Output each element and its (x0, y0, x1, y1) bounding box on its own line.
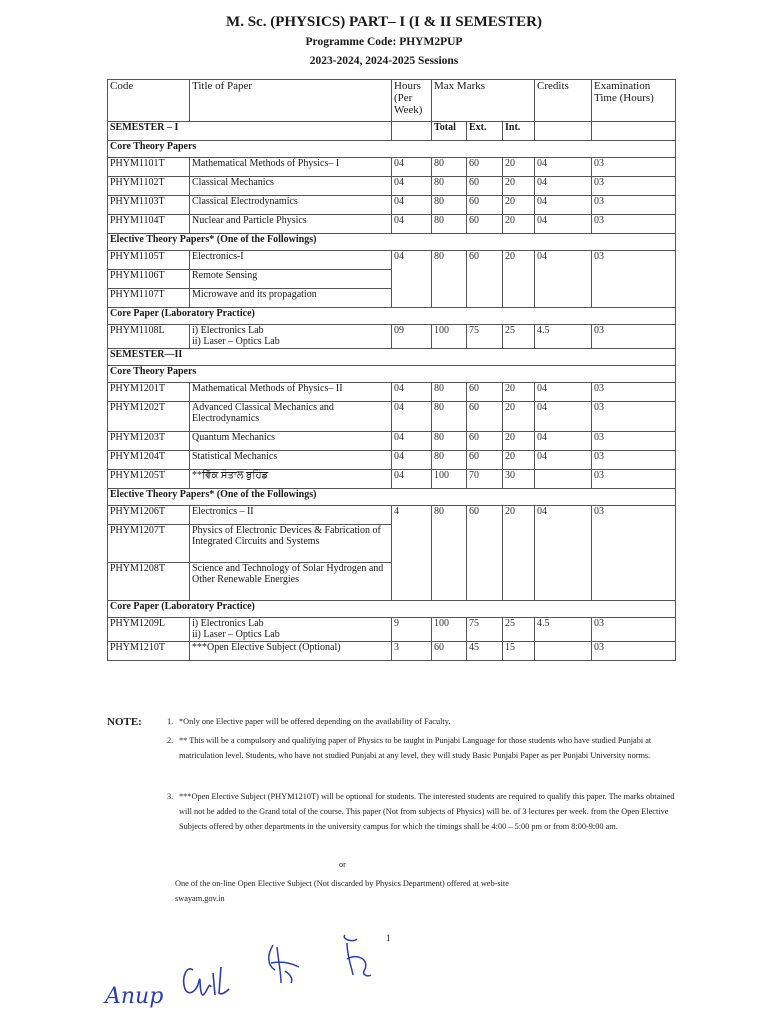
paper-code: PHYM1105T (108, 251, 190, 270)
paper-code: PHYM1106T (108, 270, 190, 289)
table-row (108, 470, 676, 489)
ext: 60 (467, 215, 503, 234)
total: 100 (432, 325, 467, 349)
total: 100 (432, 470, 467, 489)
semester-1-label: SEMESTER – I (108, 122, 392, 141)
exam-time: 03 (592, 432, 676, 451)
exam-time: 03 (592, 251, 676, 308)
credits: 04 (535, 196, 592, 215)
signature-2 (184, 967, 229, 995)
ext: 60 (467, 158, 503, 177)
table-row (108, 506, 676, 525)
paper-title: Mathematical Methods of Physics– II (190, 383, 392, 402)
table-row (108, 402, 676, 432)
col-header-hours: Hours (Per Week) (392, 80, 432, 122)
hours: 3 (392, 642, 432, 661)
paper-code: PHYM1107T (108, 289, 190, 308)
paper-code: PHYM1208T (108, 563, 190, 601)
paper-title: Classical Electrodynamics (190, 196, 392, 215)
page-number: 1 (386, 933, 391, 943)
paper-title: Physics of Electronic Devices & Fabrication of Integrated Circuits and Systems (190, 525, 392, 563)
section-heading: Core Theory Papers (108, 141, 676, 158)
int: 20 (503, 432, 535, 451)
exam-time: 03 (592, 383, 676, 402)
cell-blank (392, 122, 432, 141)
notes-label: NOTE: (107, 716, 142, 728)
exam-time: 03 (592, 402, 676, 432)
paper-code: PHYM1207T (108, 525, 190, 563)
table-row (108, 618, 676, 642)
int: 25 (503, 325, 535, 349)
int: 25 (503, 618, 535, 642)
ext: 45 (467, 642, 503, 661)
exam-time: 03 (592, 506, 676, 601)
table-row (108, 215, 676, 234)
ext: 60 (467, 432, 503, 451)
credits (535, 642, 592, 661)
semester-2-label: SEMESTER—II (108, 349, 676, 366)
hours: 04 (392, 215, 432, 234)
paper-title: Quantum Mechanics (190, 432, 392, 451)
exam-time: 03 (592, 158, 676, 177)
table-row (108, 158, 676, 177)
hours: 4 (392, 506, 432, 601)
ext: 60 (467, 383, 503, 402)
total: 80 (432, 506, 467, 601)
paper-code: PHYM1202T (108, 402, 190, 432)
syllabus-table (107, 79, 676, 661)
table-row (108, 325, 676, 349)
hours: 04 (392, 432, 432, 451)
table-row (108, 432, 676, 451)
page-title: M. Sc. (PHYSICS) PART– I (I & II SEMESTER) (226, 14, 542, 30)
ext: 60 (467, 251, 503, 308)
total: 100 (432, 618, 467, 642)
ext: 60 (467, 506, 503, 601)
total: 80 (432, 432, 467, 451)
total: 80 (432, 158, 467, 177)
total: 80 (432, 451, 467, 470)
ext: 70 (467, 470, 503, 489)
total: 80 (432, 177, 467, 196)
credits: 04 (535, 251, 592, 308)
col-header-int: Int. (503, 122, 535, 141)
signature-3 (269, 945, 299, 983)
section-heading: Core Paper (Laboratory Practice) (108, 308, 676, 325)
credits: 4.5 (535, 618, 592, 642)
paper-code: PHYM1101T (108, 158, 190, 177)
ext: 60 (467, 402, 503, 432)
paper-title: ***Open Elective Subject (Optional) (190, 642, 392, 661)
credits: 04 (535, 158, 592, 177)
int: 30 (503, 470, 535, 489)
paper-code: PHYM1108L (108, 325, 190, 349)
credits: 04 (535, 451, 592, 470)
credits: 04 (535, 402, 592, 432)
cell-blank (592, 122, 676, 141)
paper-title: **ਵਿੱਕ ਸੰਤਾਲ ਬੁਹਿੰਡ (190, 470, 392, 489)
credits: 4.5 (535, 325, 592, 349)
cell-blank (535, 122, 592, 141)
total: 80 (432, 402, 467, 432)
paper-code: PHYM1102T (108, 177, 190, 196)
int: 20 (503, 383, 535, 402)
col-header-total: Total (432, 122, 467, 141)
exam-time: 03 (592, 618, 676, 642)
paper-title: Electronics – II (190, 506, 392, 525)
hours: 04 (392, 470, 432, 489)
exam-time: 03 (592, 177, 676, 196)
programme-code: Programme Code: PHYM2PUP (305, 36, 463, 48)
section-heading: Core Theory Papers (108, 366, 676, 383)
signature-4 (344, 935, 371, 976)
ext: 60 (467, 196, 503, 215)
total: 80 (432, 196, 467, 215)
exam-time: 03 (592, 470, 676, 489)
table-row (108, 642, 676, 661)
int: 20 (503, 506, 535, 601)
exam-time: 03 (592, 325, 676, 349)
table-row (108, 251, 676, 270)
section-heading: Elective Theory Papers* (One of the Followings) (108, 234, 676, 251)
ext: 75 (467, 325, 503, 349)
paper-code: PHYM1210T (108, 642, 190, 661)
paper-code: PHYM1204T (108, 451, 190, 470)
paper-title: Classical Mechanics (190, 177, 392, 196)
col-header-credits: Credits (535, 80, 592, 122)
hours: 04 (392, 177, 432, 196)
paper-title: Advanced Classical Mechanics and Electrodynamics (190, 402, 392, 432)
exam-time: 03 (592, 196, 676, 215)
int: 20 (503, 402, 535, 432)
paper-code: PHYM1206T (108, 506, 190, 525)
hours: 04 (392, 196, 432, 215)
credits: 04 (535, 432, 592, 451)
int: 20 (503, 158, 535, 177)
hours: 04 (392, 158, 432, 177)
paper-code: PHYM1103T (108, 196, 190, 215)
signatures (95, 925, 395, 1020)
paper-code: PHYM1201T (108, 383, 190, 402)
ext: 75 (467, 618, 503, 642)
credits: 04 (535, 215, 592, 234)
section-heading: Elective Theory Papers* (One of the Followings) (108, 489, 676, 506)
col-header-exam: Examination Time (Hours) (592, 80, 676, 122)
hours: 04 (392, 451, 432, 470)
int: 20 (503, 251, 535, 308)
exam-time: 03 (592, 215, 676, 234)
hours: 09 (392, 325, 432, 349)
table-row (108, 451, 676, 470)
ext: 60 (467, 177, 503, 196)
paper-title: i) Electronics Lab ii) Laser – Optics Lab (190, 325, 392, 349)
hours: 04 (392, 402, 432, 432)
section-heading: Core Paper (Laboratory Practice) (108, 601, 676, 618)
credits (535, 470, 592, 489)
table-row (108, 196, 676, 215)
hours: 9 (392, 618, 432, 642)
swayam-note: One of the on-line Open Elective Subject (Not discarded by Physics Department) offered at web-site swayam.gov.in (175, 879, 509, 903)
paper-code: PHYM1209L (108, 618, 190, 642)
paper-code: PHYM1104T (108, 215, 190, 234)
total: 80 (432, 215, 467, 234)
paper-title: Electronics-I (190, 251, 392, 270)
signature-anup: Anup (105, 984, 164, 1009)
hours: 04 (392, 251, 432, 308)
credits: 04 (535, 383, 592, 402)
int: 15 (503, 642, 535, 661)
sessions: 2023-2024, 2024-2025 Sessions (309, 55, 459, 67)
col-header-title: Title of Paper (190, 80, 392, 122)
ext: 60 (467, 451, 503, 470)
table-row (108, 177, 676, 196)
table-row (108, 383, 676, 402)
paper-title: Microwave and its propagation (190, 289, 392, 308)
col-header-code: Code (108, 80, 190, 122)
paper-title: Nuclear and Particle Physics (190, 215, 392, 234)
credits: 04 (535, 177, 592, 196)
paper-title: Remote Sensing (190, 270, 392, 289)
paper-code: PHYM1203T (108, 432, 190, 451)
paper-title: Mathematical Methods of Physics– I (190, 158, 392, 177)
paper-title: i) Electronics Lab ii) Laser – Optics Lab (190, 618, 392, 642)
or-text: or (339, 860, 346, 869)
hours: 04 (392, 383, 432, 402)
int: 20 (503, 451, 535, 470)
exam-time: 03 (592, 451, 676, 470)
paper-code: PHYM1205T (108, 470, 190, 489)
paper-title: Science and Technology of Solar Hydrogen and Other Renewable Energies (190, 563, 392, 601)
total: 80 (432, 251, 467, 308)
int: 20 (503, 215, 535, 234)
col-header-max-marks: Max Marks (432, 80, 535, 122)
col-header-ext: Ext. (467, 122, 503, 141)
total: 60 (432, 642, 467, 661)
paper-title: Statistical Mechanics (190, 451, 392, 470)
exam-time: 03 (592, 642, 676, 661)
credits: 04 (535, 506, 592, 601)
total: 80 (432, 383, 467, 402)
int: 20 (503, 177, 535, 196)
int: 20 (503, 196, 535, 215)
